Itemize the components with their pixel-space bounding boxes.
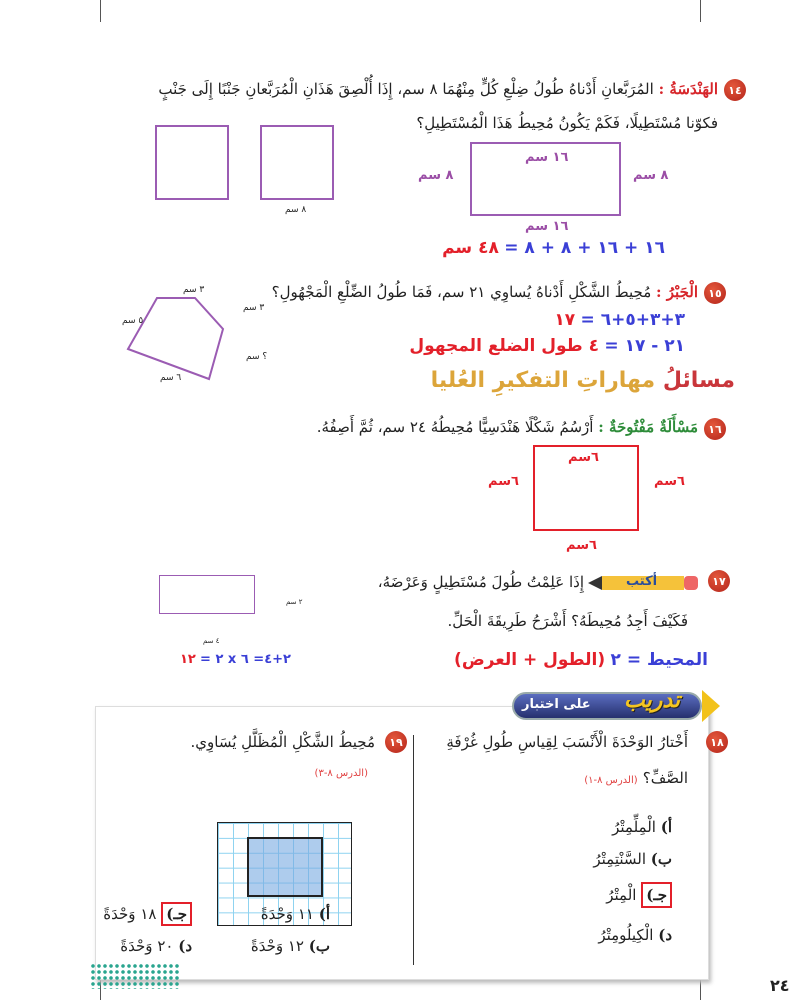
question-number-18: ١٨	[706, 731, 728, 753]
q18-option-a[interactable]	[612, 818, 672, 836]
option-key: د)	[658, 926, 672, 944]
q15-keyword: الْجَبْرُ :	[656, 283, 698, 301]
q14-answer	[442, 238, 665, 258]
q16-keyword: مَسْأَلَةٌ مَفْتُوحَةٌ :	[598, 418, 698, 436]
question-number-14: ١٤	[724, 79, 746, 101]
option-text: ٢٠ وَحْدَةً	[120, 937, 174, 955]
test-practice-banner	[512, 688, 722, 724]
option-key: أ)	[660, 818, 672, 836]
question-number-19: ١٩	[385, 731, 407, 753]
option-key: جـ)	[641, 882, 672, 908]
square-bottom-label: ٦سم	[566, 538, 597, 553]
option-text: الْمِتْرُ	[606, 886, 637, 904]
option-text: الْكِيلُومِتْرُ	[598, 926, 654, 944]
crop-mark	[100, 0, 101, 22]
q18-text: الصَّفِّ؟	[642, 769, 688, 787]
question-number-16: ١٦	[704, 418, 726, 440]
q18-line2	[584, 768, 688, 787]
rect-bottom-label: ٤ سم	[203, 637, 220, 645]
pentagon-drawing	[120, 285, 260, 395]
banner-small-text: على اختبار	[522, 697, 591, 712]
q19-option-c[interactable]	[103, 905, 192, 923]
option-key: ب)	[650, 850, 672, 868]
expr: ٢١ - ١٧ =	[604, 336, 685, 356]
rectangle-example	[159, 575, 255, 614]
rect-left-label: ٨ سم	[418, 168, 454, 183]
q19-option-b[interactable]	[251, 937, 330, 955]
q16-text: أَرْسُمُ شَكْلًا هَنْدَسِيًّا مُحِيطُهُ ٢٤ سم، ثُمَّ أَصِفُهُ.	[316, 418, 594, 436]
q15-answer-line2	[409, 336, 685, 356]
question-number-15: ١٥	[704, 282, 726, 304]
option-text: ١٢ وَحْدَةً	[250, 937, 304, 955]
q19-option-a[interactable]	[261, 905, 330, 923]
ministry-logo	[90, 963, 180, 989]
square-right	[260, 125, 334, 200]
rect-side-label: ٢ سم	[286, 598, 303, 606]
q15-text-line	[272, 283, 698, 301]
q17-answer	[454, 650, 708, 670]
side-right-top-label: ٣ سم	[243, 303, 265, 313]
q18-line1: أَخْتارُ الوَحْدَةَ الْأَنْسَبَ لِقِياسِ طُولِ غُرْفَةِ	[446, 733, 688, 751]
q19-text: مُحِيطُ الشَّكْلِ الْمُظَلَّلِ يُسَاوِي.	[190, 733, 375, 751]
q14-text: المُرَبَّعانِ أَدْناهُ طُولُ ضِلْعِ كُلٍّ مِنْهُمَا ٨ سم، إِذَا أُلْصِقَ هَذَانِ الْمُرَبَّعانِ جَنْبًا إِلَى جَنْبٍ	[158, 80, 654, 98]
question-number-17: ١٧	[708, 570, 730, 592]
heading-prefix: مسائلُ	[662, 368, 735, 393]
q15-answer-line1	[554, 310, 685, 330]
section-heading	[431, 368, 735, 393]
q15-text: مُحِيطُ الشَّكْلِ أَدْناهُ يُساوِي ٢١ سم، فَمَا طُولُ الضِّلْعِ الْمَجْهُولِ؟	[271, 283, 652, 301]
expr: ٢+٤= ٦ x ٢ =	[200, 652, 291, 667]
side-left-label: ٥ سم	[122, 316, 144, 326]
expr: ٣+٣+٥+٦ =	[580, 310, 685, 330]
page-number: ٢٤	[770, 976, 790, 995]
q18-option-c[interactable]	[606, 886, 672, 904]
crop-mark	[700, 0, 701, 22]
shaded-rectangle	[247, 837, 323, 897]
answer-prefix: المحيط = ٢	[610, 650, 708, 670]
q14-line2: فكوّنا مُسْتَطِيلًا، فَكَمْ يَكُونُ مُحِيطُ هَذَا الْمُسْتَطِيلِ؟	[416, 114, 718, 132]
side-unknown-label: ؟ سم	[246, 352, 268, 362]
q14-line1	[158, 80, 718, 98]
write-label: أكتب	[626, 574, 658, 589]
lesson-ref: (الدرس ٨-٣)	[314, 768, 368, 779]
option-text: ١١ وَحْدَةً	[260, 905, 314, 923]
option-key: جـ)	[166, 905, 187, 923]
rect-top-label: ١٦ سم	[525, 150, 569, 165]
rect-bottom-label: ١٦ سم	[525, 219, 569, 234]
lesson-ref: (الدرس ٨-١)	[584, 775, 638, 786]
side-top-label: ٣ سم	[183, 285, 205, 295]
result: ١٧	[554, 310, 576, 330]
square-left-label: ٦سم	[488, 474, 519, 489]
crop-mark	[700, 978, 701, 1000]
q16-text-line	[317, 418, 698, 436]
square-top-label: ٦سم	[568, 450, 599, 465]
q18-option-d[interactable]	[598, 926, 672, 944]
option-text: ١٨ وَحْدَةً	[103, 905, 157, 923]
option-text: الْمِلِّمِتْرُ	[612, 818, 656, 836]
q14-keyword: الهَنْدَسَةُ :	[658, 80, 718, 98]
square-right-label: ٦سم	[654, 474, 685, 489]
heading-title: مهاراتِ التفكيرِ العُليا	[430, 368, 656, 393]
option-text: السَّنْتِمِتْرُ	[593, 850, 646, 868]
option-key: د)	[178, 937, 192, 955]
answer-rest: (الطول + العرض)	[454, 650, 606, 670]
result: ٤ طول الضلع المجهول	[409, 336, 599, 356]
column-divider	[413, 735, 414, 965]
rect-right-label: ٨ سم	[633, 168, 669, 183]
answer-expression: ١٦ + ١٦ + ٨ + ٨ =	[504, 238, 665, 258]
q18-option-b[interactable]	[593, 850, 672, 868]
q17-line1: إِذَا عَلِمْتُ طُولَ مُسْتَطِيلٍ وَعَرْضَهُ،	[377, 573, 584, 591]
square-left	[155, 125, 229, 200]
result: ١٢	[180, 652, 196, 667]
q17-calc	[180, 652, 291, 667]
pencil-icon	[588, 573, 700, 593]
option-key: ب)	[308, 937, 330, 955]
answer-result: ٤٨ سم	[442, 238, 499, 258]
q17-line2: فَكَيْفَ أَجِدُ مُحِيطَهُ؟ أَشْرَحُ طَرِيقَةَ الْحَلِّ.	[447, 612, 688, 630]
banner-big-text: تدريب	[624, 688, 681, 713]
side-bottom-label: ٦ سم	[160, 373, 182, 383]
q19-option-d[interactable]	[120, 937, 192, 955]
square-side-label: ٨ سم	[285, 205, 307, 215]
option-key: أ)	[318, 905, 330, 923]
